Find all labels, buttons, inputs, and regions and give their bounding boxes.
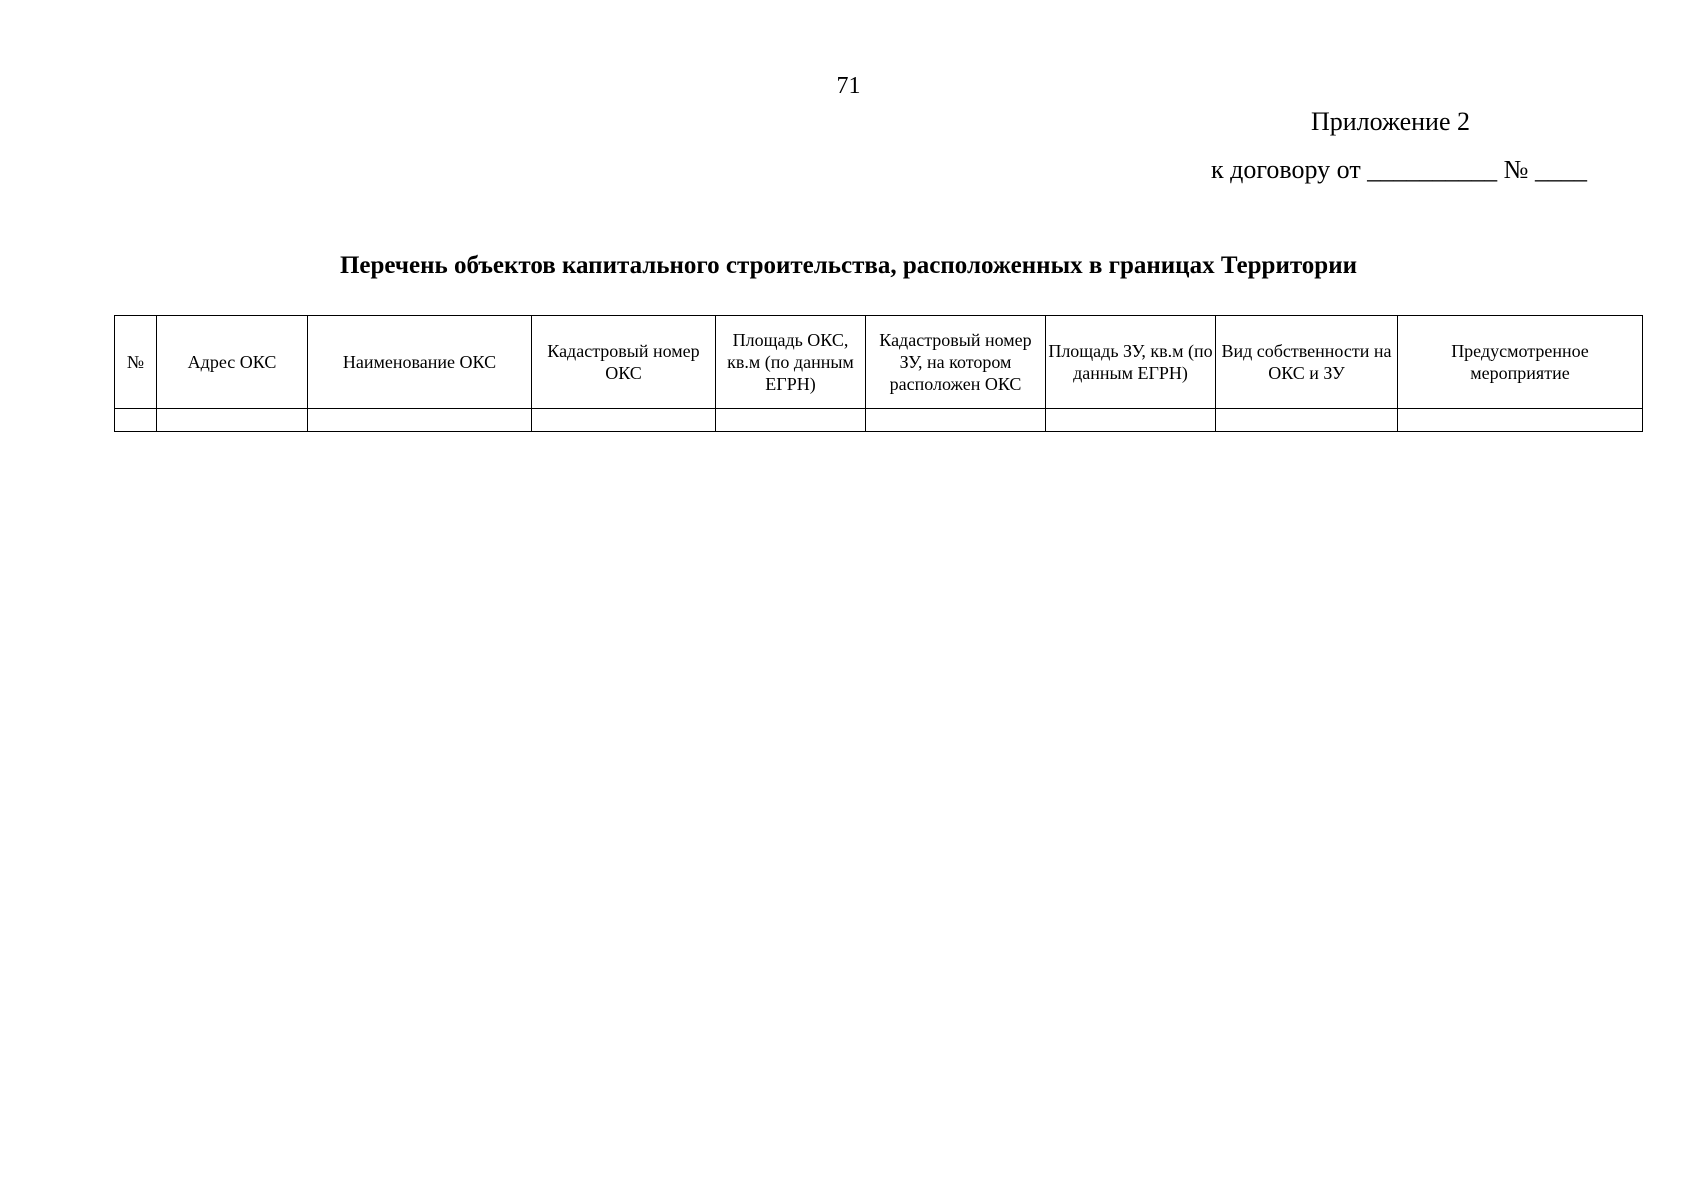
table-cell <box>157 409 308 432</box>
table-cell <box>1216 409 1398 432</box>
table-row <box>115 409 1643 432</box>
table-cell <box>115 409 157 432</box>
header-name: Наименование ОКС <box>308 316 532 409</box>
header-land-area: Площадь ЗУ, кв.м (по данным ЕГРН) <box>1046 316 1216 409</box>
page-number: 71 <box>836 73 861 99</box>
header-ownership-type: Вид собственности на ОКС и ЗУ <box>1216 316 1398 409</box>
objects-table <box>114 315 1643 432</box>
table-cell <box>1046 409 1216 432</box>
header-land-cadastral-number: Кадастровый номер ЗУ, на котором расположен ОКС <box>866 316 1046 409</box>
table-cell <box>532 409 716 432</box>
appendix-title: Приложение 2 <box>1310 107 1470 136</box>
table-header-row <box>115 316 1643 409</box>
header-address: Адрес ОКС <box>157 316 308 409</box>
header-oks-area: Площадь ОКС, кв.м (по данным ЕГРН) <box>716 316 866 409</box>
header-cadastral-number: Кадастровый номер ОКС <box>532 316 716 409</box>
header-planned-measure: Предусмотренное мероприятие <box>1398 316 1643 409</box>
document-title: Перечень объектов капитального строительства, расположенных в границах Территории <box>339 252 1358 279</box>
table-cell <box>1398 409 1643 432</box>
table-cell <box>716 409 866 432</box>
header-number: № <box>115 316 157 409</box>
table-cell <box>866 409 1046 432</box>
table-cell <box>308 409 532 432</box>
contract-reference: к договору от __________ № ____ <box>1211 155 1587 184</box>
